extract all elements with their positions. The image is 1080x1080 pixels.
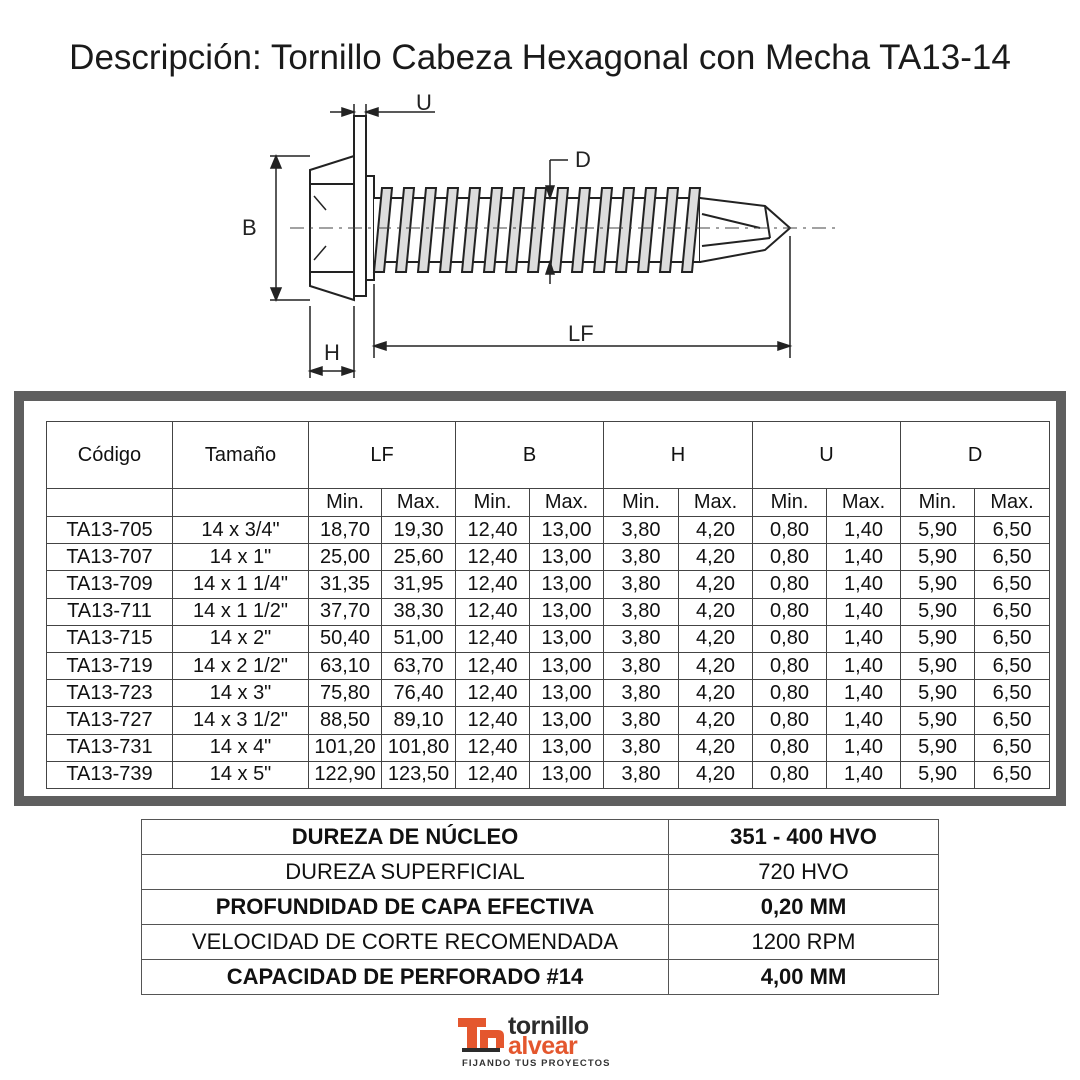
- dim-label-h: H: [324, 340, 340, 365]
- table-row: [47, 734, 1050, 761]
- property-label: DUREZA DE NÚCLEO: [142, 820, 669, 855]
- property-row: [142, 820, 939, 855]
- property-value: 0,20 MM: [669, 890, 939, 925]
- property-value: 351 - 400 HVO: [669, 820, 939, 855]
- cell-value: 3,80: [604, 625, 679, 652]
- header-codigo: Código: [47, 422, 173, 489]
- cell-value: 5,90: [901, 707, 975, 734]
- table-row: [47, 517, 1050, 544]
- spec-table-body: [47, 517, 1050, 789]
- cell-tamano: 14 x 5": [173, 761, 309, 788]
- cell-value: 4,20: [679, 625, 753, 652]
- cell-value: 3,80: [604, 544, 679, 571]
- cell-value: 5,90: [901, 625, 975, 652]
- cell-value: 1,40: [827, 734, 901, 761]
- cell-value: 0,80: [753, 707, 827, 734]
- cell-codigo: TA13-715: [47, 625, 173, 652]
- subheader-max: Max.: [975, 489, 1050, 517]
- cell-value: 13,00: [530, 680, 604, 707]
- table-row: [47, 707, 1050, 734]
- cell-value: 12,40: [456, 517, 530, 544]
- logo-tagline: FIJANDO TUS PROYECTOS: [462, 1058, 611, 1069]
- subheader-blank: [47, 489, 173, 517]
- subheader-min: Min.: [901, 489, 975, 517]
- cell-value: 6,50: [975, 680, 1050, 707]
- cell-value: 1,40: [827, 571, 901, 598]
- subheader-max: Max.: [382, 489, 456, 517]
- cell-value: 88,50: [309, 707, 382, 734]
- table-row: [47, 571, 1050, 598]
- cell-value: 101,80: [382, 734, 456, 761]
- cell-value: 1,40: [827, 625, 901, 652]
- cell-value: 12,40: [456, 598, 530, 625]
- cell-value: 25,00: [309, 544, 382, 571]
- cell-value: 12,40: [456, 680, 530, 707]
- cell-value: 0,80: [753, 517, 827, 544]
- cell-value: 4,20: [679, 761, 753, 788]
- screw-washer: [354, 116, 366, 296]
- subheader-min: Min.: [309, 489, 382, 517]
- cell-value: 6,50: [975, 544, 1050, 571]
- header-h: H: [604, 422, 753, 489]
- subheader-min: Min.: [753, 489, 827, 517]
- cell-value: 19,30: [382, 517, 456, 544]
- property-row: [142, 890, 939, 925]
- cell-value: 5,90: [901, 680, 975, 707]
- cell-value: 3,80: [604, 571, 679, 598]
- brand-logo: [458, 1012, 628, 1072]
- spec-table: [46, 421, 1050, 789]
- cell-tamano: 14 x 4": [173, 734, 309, 761]
- cell-value: 4,20: [679, 544, 753, 571]
- cell-value: 37,70: [309, 598, 382, 625]
- cell-value: 6,50: [975, 652, 1050, 679]
- cell-value: 13,00: [530, 598, 604, 625]
- cell-value: 0,80: [753, 625, 827, 652]
- cell-value: 4,20: [679, 652, 753, 679]
- cell-value: 13,00: [530, 652, 604, 679]
- dim-label-b: B: [242, 215, 257, 240]
- cell-value: 13,00: [530, 761, 604, 788]
- cell-value: 76,40: [382, 680, 456, 707]
- property-value: 4,00 MM: [669, 960, 939, 995]
- cell-value: 31,95: [382, 571, 456, 598]
- cell-codigo: TA13-709: [47, 571, 173, 598]
- cell-value: 0,80: [753, 680, 827, 707]
- cell-codigo: TA13-707: [47, 544, 173, 571]
- cell-value: 0,80: [753, 734, 827, 761]
- header-lf: LF: [309, 422, 456, 489]
- dim-label-d: D: [575, 147, 591, 172]
- cell-value: 13,00: [530, 544, 604, 571]
- cell-value: 18,70: [309, 517, 382, 544]
- property-label: VELOCIDAD DE CORTE RECOMENDADA: [142, 925, 669, 960]
- cell-value: 4,20: [679, 680, 753, 707]
- table-row: [47, 598, 1050, 625]
- cell-value: 38,30: [382, 598, 456, 625]
- table-row: [47, 652, 1050, 679]
- cell-value: 5,90: [901, 571, 975, 598]
- header-b: B: [456, 422, 604, 489]
- property-row: [142, 925, 939, 960]
- cell-value: 1,40: [827, 652, 901, 679]
- cell-tamano: 14 x 3": [173, 680, 309, 707]
- cell-tamano: 14 x 1 1/4": [173, 571, 309, 598]
- cell-value: 3,80: [604, 652, 679, 679]
- property-value: 1200 RPM: [669, 925, 939, 960]
- cell-value: 4,20: [679, 707, 753, 734]
- cell-value: 0,80: [753, 652, 827, 679]
- cell-value: 12,40: [456, 544, 530, 571]
- cell-value: 123,50: [382, 761, 456, 788]
- cell-value: 5,90: [901, 652, 975, 679]
- cell-value: 5,90: [901, 517, 975, 544]
- cell-codigo: TA13-705: [47, 517, 173, 544]
- cell-codigo: TA13-731: [47, 734, 173, 761]
- cell-codigo: TA13-711: [47, 598, 173, 625]
- cell-value: 5,90: [901, 761, 975, 788]
- cell-value: 12,40: [456, 625, 530, 652]
- cell-codigo: TA13-719: [47, 652, 173, 679]
- cell-value: 51,00: [382, 625, 456, 652]
- page-title: Descripción: Tornillo Cabeza Hexagonal con Mecha TA13-14: [69, 38, 1011, 77]
- property-label: CAPACIDAD DE PERFORADO #14: [142, 960, 669, 995]
- cell-value: 6,50: [975, 598, 1050, 625]
- header-tamano: Tamaño: [173, 422, 309, 489]
- screw-drill-point: [700, 198, 790, 262]
- cell-value: 63,10: [309, 652, 382, 679]
- table-row: [47, 625, 1050, 652]
- cell-value: 1,40: [827, 517, 901, 544]
- cell-value: 4,20: [679, 517, 753, 544]
- cell-value: 13,00: [530, 707, 604, 734]
- cell-value: 13,00: [530, 517, 604, 544]
- cell-tamano: 14 x 2 1/2": [173, 652, 309, 679]
- cell-value: 3,80: [604, 517, 679, 544]
- table-row: [47, 761, 1050, 788]
- cell-value: 6,50: [975, 571, 1050, 598]
- cell-value: 122,90: [309, 761, 382, 788]
- cell-value: 63,70: [382, 652, 456, 679]
- cell-value: 1,40: [827, 544, 901, 571]
- subheader-min: Min.: [456, 489, 530, 517]
- cell-value: 5,90: [901, 734, 975, 761]
- cell-value: 1,40: [827, 761, 901, 788]
- cell-value: 13,00: [530, 625, 604, 652]
- cell-value: 3,80: [604, 598, 679, 625]
- header-d: D: [901, 422, 1050, 489]
- cell-value: 31,35: [309, 571, 382, 598]
- cell-value: 0,80: [753, 598, 827, 625]
- cell-value: 89,10: [382, 707, 456, 734]
- logo-mark-icon: [458, 1014, 504, 1054]
- subheader-blank: [173, 489, 309, 517]
- cell-tamano: 14 x 3/4": [173, 517, 309, 544]
- cell-value: 50,40: [309, 625, 382, 652]
- cell-value: 12,40: [456, 707, 530, 734]
- cell-tamano: 14 x 2": [173, 625, 309, 652]
- screw-drawing: [230, 88, 850, 388]
- cell-codigo: TA13-739: [47, 761, 173, 788]
- cell-value: 6,50: [975, 625, 1050, 652]
- cell-value: 1,40: [827, 598, 901, 625]
- cell-value: 3,80: [604, 734, 679, 761]
- cell-tamano: 14 x 1": [173, 544, 309, 571]
- property-value: 720 HVO: [669, 855, 939, 890]
- cell-value: 13,00: [530, 571, 604, 598]
- cell-value: 4,20: [679, 598, 753, 625]
- property-row: [142, 960, 939, 995]
- header-u: U: [753, 422, 901, 489]
- spec-table-frame: [14, 391, 1066, 806]
- cell-value: 0,80: [753, 544, 827, 571]
- dim-label-lf: LF: [568, 321, 594, 346]
- cell-value: 4,20: [679, 571, 753, 598]
- cell-value: 5,90: [901, 544, 975, 571]
- cell-value: 6,50: [975, 707, 1050, 734]
- cell-value: 3,80: [604, 707, 679, 734]
- table-row: [47, 544, 1050, 571]
- property-label: PROFUNDIDAD DE CAPA EFECTIVA: [142, 890, 669, 925]
- cell-value: 4,20: [679, 734, 753, 761]
- cell-value: 3,80: [604, 761, 679, 788]
- logo-word-tornillo: tornillo: [508, 1012, 589, 1040]
- subheader-min: Min.: [604, 489, 679, 517]
- cell-value: 75,80: [309, 680, 382, 707]
- cell-value: 12,40: [456, 571, 530, 598]
- property-row: [142, 855, 939, 890]
- cell-value: 6,50: [975, 734, 1050, 761]
- table-row: [47, 680, 1050, 707]
- cell-value: 0,80: [753, 571, 827, 598]
- property-label: DUREZA SUPERFICIAL: [142, 855, 669, 890]
- properties-table: [141, 819, 939, 995]
- cell-value: 6,50: [975, 517, 1050, 544]
- cell-value: 1,40: [827, 707, 901, 734]
- logo-word-alvear: alvear: [508, 1032, 578, 1060]
- cell-value: 6,50: [975, 761, 1050, 788]
- dim-label-u: U: [416, 90, 432, 115]
- cell-value: 3,80: [604, 680, 679, 707]
- cell-value: 101,20: [309, 734, 382, 761]
- cell-tamano: 14 x 1 1/2": [173, 598, 309, 625]
- cell-value: 12,40: [456, 734, 530, 761]
- cell-value: 25,60: [382, 544, 456, 571]
- subheader-max: Max.: [679, 489, 753, 517]
- cell-tamano: 14 x 3 1/2": [173, 707, 309, 734]
- cell-codigo: TA13-727: [47, 707, 173, 734]
- cell-value: 5,90: [901, 598, 975, 625]
- cell-value: 1,40: [827, 680, 901, 707]
- cell-value: 0,80: [753, 761, 827, 788]
- cell-value: 12,40: [456, 652, 530, 679]
- subheader-max: Max.: [530, 489, 604, 517]
- cell-value: 13,00: [530, 734, 604, 761]
- subheader-max: Max.: [827, 489, 901, 517]
- cell-value: 12,40: [456, 761, 530, 788]
- cell-codigo: TA13-723: [47, 680, 173, 707]
